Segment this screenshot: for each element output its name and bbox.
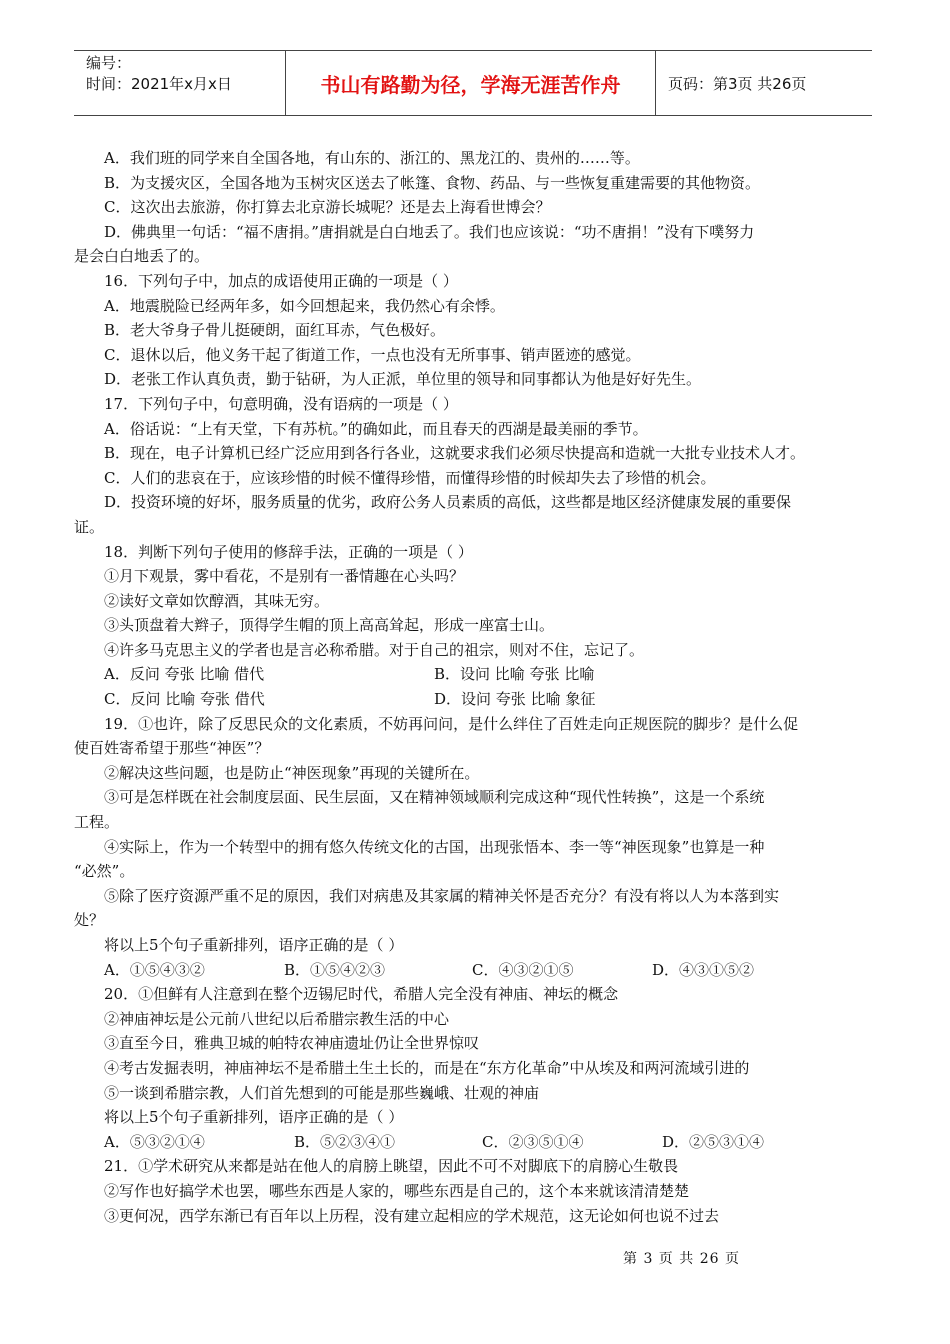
- question-17: 17．下列句子中，句意明确，没有语病的一项是（ ）: [104, 394, 458, 413]
- text-line: C．人们的悲哀在于，应该珍惜的时候不懂得珍惜，而懂得珍惜的时候却失去了珍惜的机会。: [104, 468, 716, 487]
- text-line: B．老大爷身子骨儿挺硬朗，面红耳赤，气色极好。: [104, 321, 446, 340]
- text-line: A．地震脱险已经两年多，如今回想起来，我仍然心有余悸。: [104, 296, 505, 315]
- text-line: 是会白白地丢了的。: [74, 247, 210, 266]
- text-line: ⑤除了医疗资源严重不足的原因，我们对病患及其家属的精神关怀是否充分？有没有将以人为本落到实: [104, 886, 780, 905]
- text-line: D．佛典里一句话：“福不唐捐。”唐捐就是白白地丢了。我们也应该说：“功不唐捐！”没有下噗努力: [104, 222, 755, 241]
- text-line: ②神庙神坛是公元前八世纪以后希腊宗教生活的中心: [104, 1009, 450, 1028]
- option-a: A．反问 夸张 比喻 借代: [104, 665, 265, 684]
- text-line: ②解决这些问题，也是防止“神医现象”再现的关键所在。: [104, 763, 480, 782]
- option-c: C．④③②①⑤: [472, 960, 574, 979]
- text-line: ③可是怎样既在社会制度层面、民生层面，又在精神领域顺利完成这种“现代性转换”，这是一个系统: [104, 788, 765, 807]
- text-line: A．俗话说：“上有天堂，下有苏杭。”的确如此，而且春天的西湖是最美丽的季节。: [104, 419, 648, 438]
- option-a: A．①⑤④③②: [104, 960, 205, 979]
- option-c: C．反问 比喻 夸张 借代: [104, 690, 265, 709]
- option-d: D．设问 夸张 比喻 象征: [434, 690, 596, 709]
- text-line: ③更何况，西学东渐已有百年以上历程，没有建立起相应的学术规范，这无论如何也说不过去: [104, 1206, 720, 1225]
- text-line: 处？: [74, 911, 105, 930]
- question-16: 16．下列句子中，加点的成语使用正确的一项是（ ）: [104, 271, 458, 290]
- option-b: B．⑤②③④①: [294, 1132, 396, 1151]
- text-line: ②写作也好搞学术也罢，哪些东西是人家的，哪些东西是自己的，这个本来就该清清楚楚: [104, 1181, 690, 1200]
- option-b: B．设问 比喻 夸张 比喻: [434, 665, 595, 684]
- text-line: 证。: [74, 517, 105, 536]
- option-d: D．②⑤③①④: [662, 1132, 765, 1151]
- option-a: A．⑤③②①④: [104, 1132, 205, 1151]
- option-c: C．②③⑤①④: [482, 1132, 584, 1151]
- question-18: 18．判断下列句子使用的修辞手法，正确的一项是（ ）: [104, 542, 473, 561]
- text-line: ⑤一谈到希腊宗教，人们首先想到的可能是那些巍峨、壮观的神庙: [104, 1083, 540, 1102]
- text-line: “必然”。: [74, 862, 135, 881]
- question-20: 20．①但鲜有人注意到在整个迈锡尼时代，希腊人完全没有神庙、神坛的概念: [104, 985, 619, 1004]
- text-line: ④许多马克思主义的学者也是言必称希腊。对于自己的祖宗，则对不住，忘记了。: [104, 640, 645, 659]
- q19-options: [74, 958, 880, 983]
- text-line: ③头顶盘着大辫子，顶得学生帽的顶上高高耸起，形成一座富士山。: [104, 616, 555, 635]
- option-b: B．①⑤④②③: [284, 960, 386, 979]
- page-footer: 第 3 页 共 26 页: [623, 1251, 740, 1267]
- q18-options-row-2: [74, 687, 880, 712]
- text-line: 工程。: [74, 813, 120, 832]
- text-line: ④实际上，作为一个转型中的拥有悠久传统文化的古国，出现张悟本、李一等“神医现象”也算是一种: [104, 837, 765, 856]
- text-line: B．为支援灾区，全国各地为玉树灾区送去了帐篷、食物、药品、与一些恢复重建需要的其他物资。: [104, 173, 761, 192]
- text-line: 将以上5个句子重新排列，语序正确的是（ ）: [104, 1108, 404, 1127]
- text-line: D．投资环境的好坏，服务质量的优劣，政府公务人员素质的高低，这些都是地区经济健康发展的重要保: [104, 493, 792, 512]
- header-page-info: 页码：第3页 共26页: [668, 74, 807, 93]
- text-line: C．这次出去旅游，你打算去北京游长城呢？还是去上海看世博会？: [104, 198, 551, 217]
- text-line: ③直至今日，雅典卫城的帕特农神庙遗址仍让全世界惊叹: [104, 1034, 480, 1053]
- text-line: 使百姓寄希望于那些“神医”？: [74, 739, 270, 758]
- text-line: ①月下观景，雾中看花，不是别有一番情趣在心头吗？: [104, 567, 465, 586]
- text-line: 将以上5个句子重新排列，语序正确的是（ ）: [104, 936, 404, 954]
- q20-options: [74, 1130, 880, 1155]
- text-line: B．现在，电子计算机已经广泛应用到各行各业，这就要求我们必须尽快提高和造就一大批专业技术人才。: [104, 444, 806, 463]
- question-19: 19．①也许，除了反思民众的文化素质，不妨再问问，是什么绊住了百姓走向正规医院的脚步？是什么促: [104, 714, 799, 733]
- text-line: ②读好文章如饮醇酒，其味无穷。: [104, 591, 330, 610]
- time-label: 时间：2021年x月x日: [86, 75, 232, 93]
- question-21: 21．①学术研究从来都是站在他人的肩膀上眺望，因此不可不对脚底下的肩膀心生敬畏: [104, 1157, 679, 1176]
- number-label: 编号：: [86, 54, 132, 72]
- q18-options-row-1: [74, 662, 880, 687]
- document-body: [74, 146, 880, 1228]
- text-line: D．老张工作认真负责，勤于钻研，为人正派，单位里的领导和同事都认为他是好好先生。: [104, 370, 702, 389]
- text-line: ④考古发掘表明，神庙神坛不是希腊土生土长的，而是在“东方化革命”中从埃及和两河流域引进的: [104, 1058, 750, 1077]
- header-motto: 书山有路勤为径，学海无涯苦作舟: [286, 51, 656, 115]
- text-line: A．我们班的同学来自全国各地，有山东的、浙江的、黑龙江的、贵州的……等。: [104, 149, 640, 167]
- text-line: C．退休以后，他义务干起了街道工作，一点也没有无所事事、销声匿迹的感觉。: [104, 345, 641, 364]
- page-header: [74, 50, 872, 116]
- header-meta: [74, 51, 286, 115]
- option-d: D．④③①⑤②: [652, 960, 755, 979]
